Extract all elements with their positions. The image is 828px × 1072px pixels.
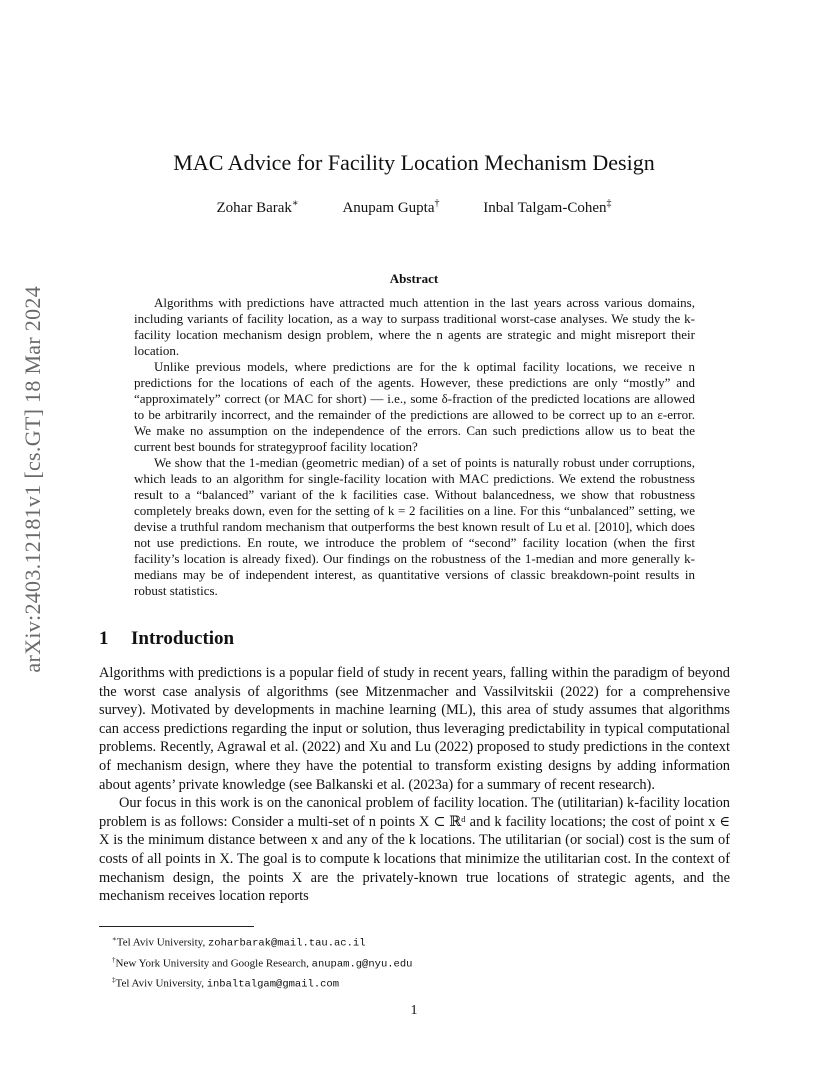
section-number: 1 bbox=[99, 628, 109, 649]
author bbox=[217, 200, 299, 216]
author-list bbox=[0, 198, 828, 217]
footnote-rule bbox=[99, 926, 254, 927]
footnote-email: zoharbarak@mail.tau.ac.il bbox=[207, 937, 366, 950]
abstract-paragraph: We show that the 1-median (geometric median) of a set of points is naturally robust under corruptions, which leads to an algorithm for single-facility location with MAC predictions. We extend the robustness result to a “balanced” variant of the k facilities case. Without balancedness, we show that robustness completely breaks down, even for the setting of k = 2 facilities on a line. For this “unbalanced” setting, we devise a truthful random mechanism that outperforms the best known result of Lu et al. [2010], which does not use predictions. En route, we introduce the problem of “second” facility location (when the first facility’s location is already fixed). Our findings on the robustness of the 1-median and more generally k-medians may be of independent interest, as quantitative versions of classic breakdown-point results in robust statistics. bbox=[134, 455, 695, 598]
author-name: Anupam Gupta bbox=[342, 200, 435, 216]
footnote bbox=[99, 952, 730, 973]
author-affiliation-mark: † bbox=[434, 198, 440, 209]
abstract-heading: Abstract bbox=[389, 271, 439, 286]
arxiv-identifier: arXiv:2403.12181v1 [cs.GT] 18 Mar 2024 bbox=[20, 286, 45, 673]
footnote-text: Tel Aviv University, bbox=[115, 977, 207, 990]
footnote-mark: ‡ bbox=[112, 976, 116, 985]
footnote-text: New York University and Google Research, bbox=[115, 957, 312, 970]
section-body bbox=[99, 664, 730, 906]
footnote-mark: † bbox=[112, 955, 116, 964]
section-title: Introduction bbox=[131, 628, 235, 649]
author-affiliation-mark: ‡ bbox=[606, 198, 612, 209]
author bbox=[483, 200, 611, 216]
author bbox=[342, 200, 439, 216]
footnote-mark: ∗ bbox=[112, 935, 117, 943]
body-paragraph: Algorithms with predictions is a popular field of study in recent years, falling within the paradigm of beyond the worst case analysis of algorithms (see Mitzenmacher and Vassilvitskii (2022) for a comprehensive survey). Motivated by developments in machine learning (ML), this area of study assumes that algorithms can access predictions regarding the input or solution, thus leveraging predictability in typical computational problems. Recently, Agrawal et al. (2022) and Xu and Lu (2022) proposed to study predictions in the context of mechanism design, where they have the potential to transform existing designs by adding information about agents’ private knowledge (see Balkanski et al. (2023a) for a summary of recent research). bbox=[99, 665, 730, 793]
paper-title: MAC Advice for Facility Location Mechanism Design bbox=[173, 150, 655, 175]
author-name: Zohar Barak bbox=[216, 200, 292, 216]
author-affiliation-mark: ∗ bbox=[291, 198, 299, 209]
abstract-paragraph: Algorithms with predictions have attracted much attention in the last years across various domains, including variants of facility location, as a way to surpass traditional worst-case analyses. We study the k-facility location mechanism design problem, where the n agents are strategic and might misreport their location. bbox=[134, 295, 695, 358]
footnote-text: Tel Aviv University, bbox=[116, 936, 208, 949]
abstract-paragraph: Unlike previous models, where predictions are for the k optimal facility locations, we receive n predictions for the locations of each of the agents. However, these predictions are only “mostly” and “approximately” correct (or MAC for short) — i.e., some δ-fraction of the predicted locations are allowed to be arbitrarily incorrect, and the remainder of the predictions are allowed to be correct up to an ε-error. We make no assumption on the independence of the errors. Can such predictions allow us to beat the current best bounds for strategyproof facility location? bbox=[134, 359, 695, 454]
footnote bbox=[99, 931, 730, 952]
footnote bbox=[99, 972, 730, 993]
body-paragraph: Our focus in this work is on the canonical problem of facility location. The (utilitarian) k-facility location problem is as follows: Consider a multi-set of n points X ⊂ ℝᵈ and k facility locations; the cost of point x ∈ X is the minimum distance between x and any of the k locations. The utilitarian (or social) cost is the sum of costs of all points in X. The goal is to compute k locations that minimize the utilitarian cost. In the context of mechanism design, the points X are the privately-known true locations of strategic agents, and the mechanism receives location reports bbox=[99, 795, 730, 905]
page-number: 1 bbox=[410, 1003, 418, 1018]
footnote-email: anupam.g@nyu.edu bbox=[311, 958, 413, 971]
author-name: Inbal Talgam-Cohen bbox=[483, 200, 607, 216]
footnotes bbox=[99, 931, 730, 993]
abstract-body bbox=[134, 295, 695, 599]
footnote-email: inbaltalgam@gmail.com bbox=[206, 978, 340, 991]
section-heading bbox=[99, 628, 234, 650]
